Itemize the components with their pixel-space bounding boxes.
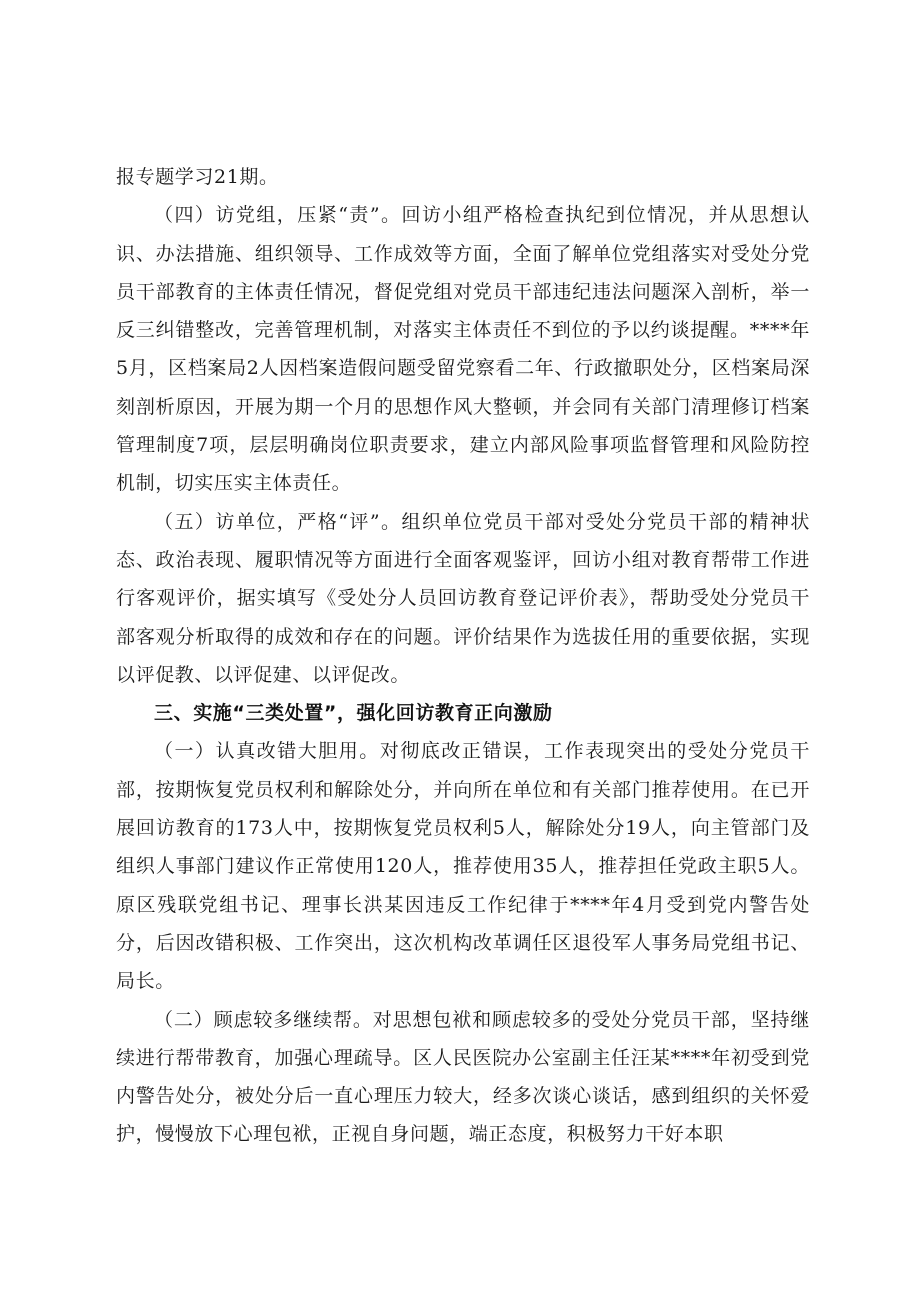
paragraph-continuation: 报专题学习21期。 [116, 166, 279, 188]
paragraph-continue-help: （二）顾虑较多继续帮。对思想包袱和顾虑较多的受处分党员干部，坚持继续进行帮带教育，加强心理疏导。区人民医院办公室副主任汪某****年初受到党内警告处分，被处分后一直心理压力较大，经多次谈心谈话，感到组织的关怀爱护，慢慢放下心理包袱，正视自身问题，端正态度，积极努力干好本职 [116, 1008, 810, 1146]
section-heading-three: 三、实施“三类处置”，强化回访教育正向激励 [154, 702, 553, 725]
paragraph-visit-unit: （五）访单位，严格“评”。组织单位党员干部对受处分党员干部的精神状态、政治表现、履职情况等方面进行全面客观鉴评，回访小组对教育帮带工作进行客观评价，据实填写《受处分人员回访教育登记评价表》，帮助受处分党员干部客观分析取得的成效和存在的问题。评价结果作为选拔任用的重要依据，实现以评促教、以评促建、以评促改。 [116, 510, 810, 686]
paragraph-correct-errors: （一）认真改错大胆用。对彻底改正错误，工作表现突出的受处分党员干部，按期恢复党员权利和解除处分，并向所在单位和有关部门推荐使用。在已开展回访教育的173人中，按期恢复党员权利5人，解除处分19人，向主管部门及组织人事部门建议作正常使用120人，推荐使用35人，推荐担任党政主职5人。原区残联党组书记、理事长洪某因违反工作纪律于****年4月受到党内警告处分，后因改错积极、工作突出，这次机构改革调任区退役军人事务局党组书记、局长。 [116, 740, 810, 993]
paragraph-visit-party-group: （四）访党组，压紧“责”。回访小组严格检查执纪到位情况，并从思想认识、办法措施、组织领导、工作成效等方面，全面了解单位党组落实对受处分党员干部教育的主体责任情况，督促党组对党员干部违纪违法问题深入剖析，举一反三纠错整改，完善管理机制，对落实主体责任不到位的予以约谈提醒。****年5月，区档案局2人因档案造假问题受留党察看二年、行政撤职处分，区档案局深刻剖析原因，开展为期一个月的思想作风大整顿，并会同有关部门清理修订档案管理制度7项，层层明确岗位职责要求，建立内部风险事项监督管理和风险防控机制，切实压实主体责任。 [116, 204, 810, 495]
document-body [116, 158, 810, 1154]
